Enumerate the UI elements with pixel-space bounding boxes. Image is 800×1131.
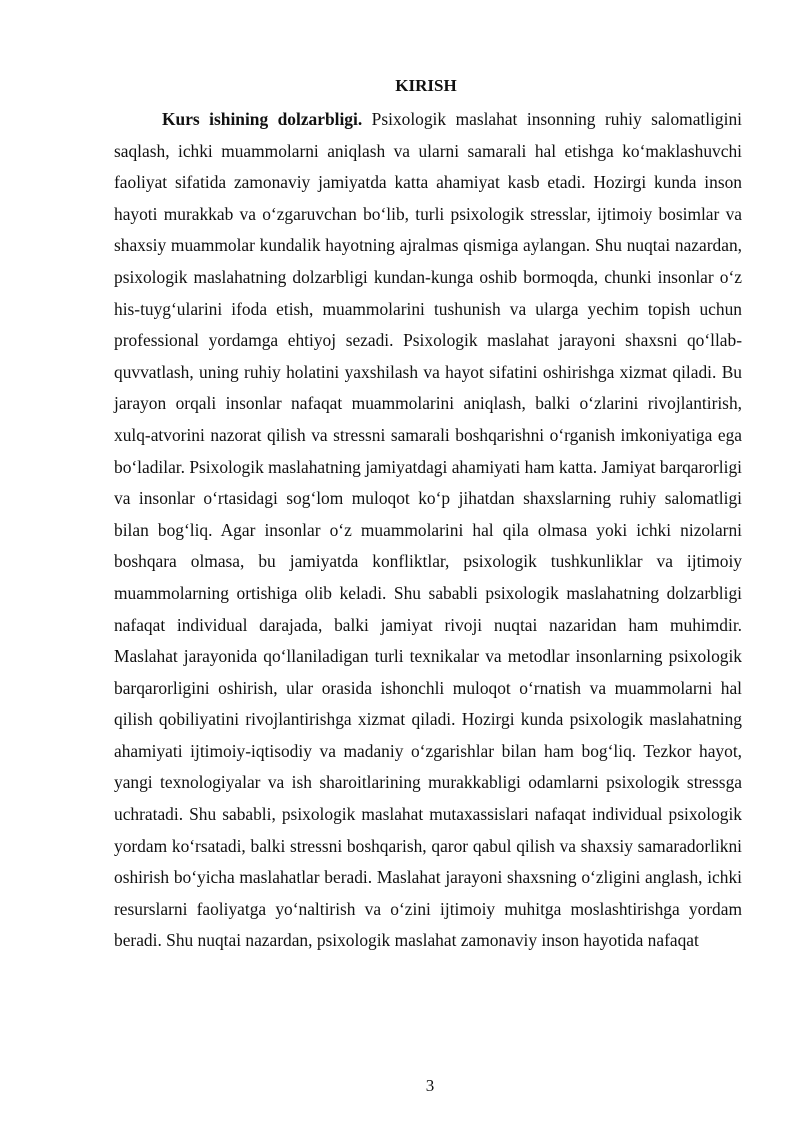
body-paragraph: [114, 104, 742, 957]
paragraph-lead: Kurs ishining dolzarbligi.: [162, 109, 363, 129]
page-number: 3: [425, 1076, 435, 1095]
section-heading: KIRISH: [395, 76, 457, 95]
paragraph-text: Psixologik maslahat insonning ruhiy salomatligini saqlash, ichki muammolarni aniqlash va ularni samarali hal etishga ko‘maklashuvchi faoliyat sifatida zamonaviy jamiyatda katta ahamiyat kasb etadi. Hozirgi kunda inson hayoti murakkab va o‘zgaruvchan bo‘lib, turli psixologik stresslar, ijtimoiy bosimlar va shaxsiy muammolar kundalik hayotning ajralmas qismiga aylangan. Shu nuqtai nazardan, psixologik maslahatning dolzarbligi kundan-kunga oshib bormoqda, chunki insonlar o‘z his-tuyg‘ularini ifoda etish, muammolarini tushunish va ularga yechim topish uchun professional yordamga ehtiyoj sezadi. Psixologik maslahat jarayoni shaxsni qo‘llab-quvvatlash, uning ruhiy holatini yaxshilash va hayot sifatini oshirishga xizmat qiladi. Bu jarayon orqali insonlar nafaqat muammolarini aniqlash, balki o‘zlarini rivojlantirish, xulq-atvorini nazorat qilish va stressni samarali boshqarishni o‘rganish imkoniyatiga ega bo‘ladilar. Psixologik maslahatning jamiyatdagi ahamiyati ham katta. Jamiyat barqarorligi va insonlar o‘rtasidagi sog‘lom muloqot ko‘p jihatdan shaxslarning ruhiy salomatligi bilan bog‘liq. Agar insonlar o‘z muammolarini hal qila olmasa yoki ichki nizolarni boshqara olmasa, bu jamiyatda konfliktlar, psixologik tushkunliklar va ijtimoiy muammolarning ortishiga olib keladi. Shu sababli psixologik maslahatning dolzarbligi nafaqat individual darajada, balki jamiyat rivoji nuqtai nazaridan ham muhimdir. Maslahat jarayonida qo‘llaniladigan turli texnikalar va metodlar insonlarning psixologik barqarorligini oshirish, ular orasida ishonchli muloqot o‘rnatish va muammolarni hal qilish qobiliyatini rivojlantirishga xizmat qiladi. Hozirgi kunda psixologik maslahatning ahamiyati ijtimoiy-iqtisodiy va madaniy o‘zgarishlar bilan ham bog‘liq. Tezkor hayot, yangi texnologiyalar va ish sharoitlarining murakkabligi odamlarni psixologik stressga uchratadi. Shu sababli, psixologik maslahat mutaxassislari nafaqat individual psixologik yordam ko‘rsatadi, balki stressni boshqarish, qaror qabul qilish va shaxsiy samaradorlikni oshirish bo‘yicha maslahatlar beradi. Maslahat jarayoni shaxsning o‘zligini anglash, ichki resurslarni faoliyatga yo‘naltirish va o‘zini ijtimoiy muhitga moslashtirishga yordam beradi. Shu nuqtai nazardan, psixologik maslahat zamonaviy inson hayotida nafaqat: [114, 109, 742, 951]
